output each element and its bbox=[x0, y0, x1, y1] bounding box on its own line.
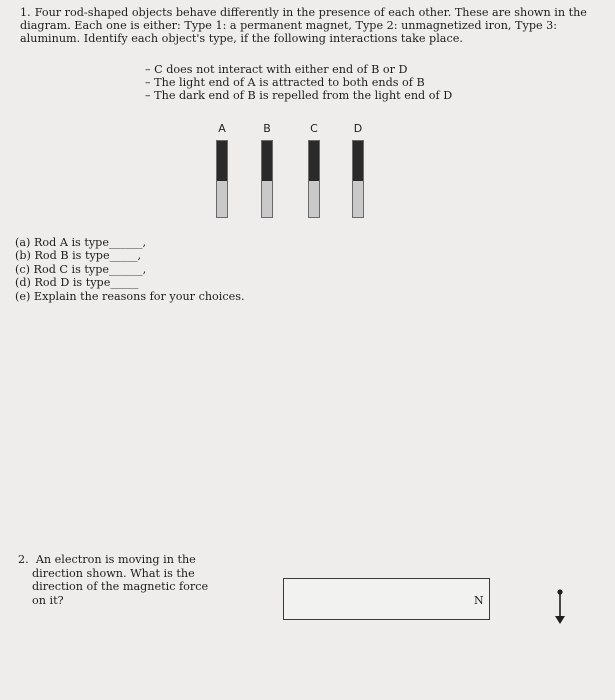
part-c: (c) Rod C is type______, bbox=[15, 262, 147, 276]
rod-b bbox=[261, 140, 273, 218]
question-1-number: 1. bbox=[20, 6, 31, 19]
condition-3: – The dark end of B is repelled from the light end of D bbox=[145, 89, 453, 102]
question-2-line-3: direction of the magnetic force bbox=[32, 580, 209, 594]
rod-c-dark-end bbox=[309, 141, 319, 181]
rod-b-label: B bbox=[263, 122, 271, 135]
question-2-number: 2. bbox=[18, 553, 29, 566]
part-d: (d) Rod D is type_____ bbox=[15, 276, 139, 290]
electron-velocity-arrow-icon bbox=[552, 588, 568, 626]
rod-a-dark-end bbox=[217, 141, 227, 181]
rod-c bbox=[308, 140, 320, 218]
question-1 bbox=[20, 6, 600, 45]
condition-1: – C does not interact with either end of B or D bbox=[145, 63, 408, 76]
condition-list bbox=[145, 63, 452, 102]
answer-parts bbox=[15, 236, 245, 303]
north-pole-label: N bbox=[474, 594, 484, 607]
rod-d bbox=[352, 140, 364, 218]
question-2-line-1: An electron is moving in the bbox=[35, 553, 196, 566]
rod-d-label: D bbox=[353, 122, 363, 135]
rod-d-dark-end bbox=[353, 141, 363, 181]
question-2-line-2: direction shown. What is the bbox=[32, 566, 195, 580]
question-2-line-4: on it? bbox=[32, 593, 64, 607]
question-2 bbox=[18, 553, 238, 607]
part-b: (b) Rod B is type_____, bbox=[15, 249, 142, 263]
part-a: (a) Rod A is type______, bbox=[15, 236, 147, 249]
bar-magnet bbox=[283, 578, 490, 620]
rod-c-label: C bbox=[310, 122, 318, 135]
rod-b-dark-end bbox=[262, 141, 272, 181]
question-1-text: Four rod-shaped objects behave differently in the presence of each other. These are shown in the diagram. Each one is either: Type 1: a permanent magnet, Type 2: unmagnetized iron, Type 3: aluminum. Identify each object's type, if the following interactions take place. bbox=[20, 6, 587, 45]
rod-a-label: A bbox=[218, 122, 226, 135]
condition-2: – The light end of A is attracted to both ends of B bbox=[145, 76, 425, 89]
part-e: (e) Explain the reasons for your choices. bbox=[15, 289, 245, 303]
rod-a bbox=[216, 140, 228, 218]
